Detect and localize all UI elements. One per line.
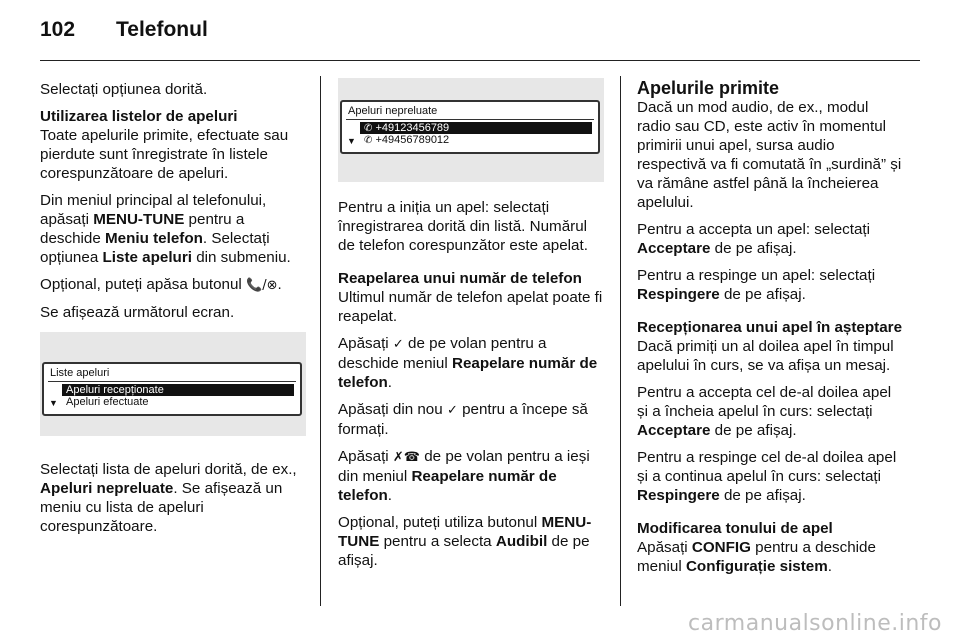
section-heading: Apelurile primite [637,78,780,98]
screen-illustration-call-lists [40,332,306,436]
scroll-down-icon: ▼ [347,136,356,146]
display-frame [42,362,302,416]
paragraph: Opțional, puteți apăsa butonul 📞/⊗. [40,276,282,293]
display-title: Liste apeluri [50,367,110,379]
paragraph: Pentru a iniția un apel: selectați înregistrarea dorită din listă. Numărul de telefon corespunzător este apelat. [338,199,588,254]
display-row-selected: ✆ +49123456789 [360,122,592,134]
end-call-icon: ✗☎ [392,450,420,465]
missed-call-icon: ✆ [364,123,373,134]
section-heading: Recepționarea unui apel în așteptare [637,319,903,336]
missed-call-icon: ✆ [364,135,373,146]
paragraph: Apăsați din nou ✓ pentru a începe să formați. [338,401,588,438]
display-separator [48,381,296,382]
display-row: ✆ +49456789012 [364,134,450,146]
section-heading: Modificarea tonului de apel [637,520,833,537]
column-divider-2 [620,76,621,606]
section-heading: Utilizarea listelor de apeluri [40,108,238,125]
paragraph: Pentru a respinge un apel: selectați Respingere de pe afișaj. [637,267,876,303]
paragraph: Se afișează următorul ecran. [40,304,235,321]
paragraph: Opțional, puteți utiliza butonul MENU-TUNE pentru a selecta Audibil de pe afișaj. [338,514,592,569]
page-header [40,18,208,42]
paragraph: Dacă un mod audio, de ex., modul radio sau CD, este activ în momentul primirii unui apel, sursa audio respectivă va fi comutată în „surdină” și va rămâne astfel până la încheierea apelului. [637,99,902,211]
paragraph: Selectați opțiunea dorită. [40,81,208,98]
paragraph: Toate apelurile primite, efectuate sau pierdute sunt înregistrate în listele corespunzătoare de apeluri. [40,127,289,182]
paragraph: Pentru a respinge cel de-al doilea apel și a continua apelul în curs: selectați Respingere de pe afișaj. [637,449,897,504]
column-3 [637,78,905,584]
paragraph: Dacă primiți un al doilea apel în timpul apelului în curs, se va afișa un mesaj. [637,338,894,374]
column-1 [40,80,306,544]
scroll-down-icon: ▼ [49,398,58,408]
paragraph: Apăsați ✗☎ de pe volan pentru a ieși din meniul Reapelare număr de telefon. [338,448,590,504]
column-divider-1 [320,76,321,606]
display-title: Apeluri nepreluate [348,105,438,117]
paragraph: Selectați lista de apeluri dorită, de ex., Apeluri nepreluate. Se afișează un meniu cu lista de apeluri corespunzătoare. [40,461,297,535]
page-number: 102 [40,18,76,41]
section-heading: Reapelarea unui număr de telefon [338,270,582,287]
paragraph: Apăsați CONFIG pentru a deschide meniul Configurație sistem. [637,539,876,575]
display-row-selected: Apeluri recepționate [62,384,294,396]
paragraph: Pentru a accepta un apel: selectați Acceptare de pe afișaj. [637,221,871,257]
call-icon: ✓ [392,337,404,352]
display-separator [346,119,594,120]
page-title: Telefonul [116,18,208,41]
watermark: carmanualsonline.info [688,611,942,636]
phone-hangup-icon: 📞/⊗ [246,278,278,293]
paragraph: Apăsați ✓ de pe volan pentru a deschide meniul Reapelare număr de telefon. [338,335,598,391]
screen-illustration-missed-calls [338,78,604,182]
paragraph: Ultimul număr de telefon apelat poate fi reapelat. [338,289,603,325]
header-rule [40,60,920,61]
call-icon: ✓ [446,403,458,418]
display-row: Apeluri efectuate [66,396,149,408]
display-frame [340,100,600,154]
column-2 [338,78,604,578]
paragraph: Pentru a accepta cel de-al doilea apel și a încheia apelul în curs: selectați Acceptare de pe afișaj. [637,384,892,439]
paragraph: Din meniul principal al telefonului, apăsați MENU-TUNE pentru a deschide Meniu telefon. Selectați opțiunea Liste apeluri din submeniu. [40,192,291,266]
